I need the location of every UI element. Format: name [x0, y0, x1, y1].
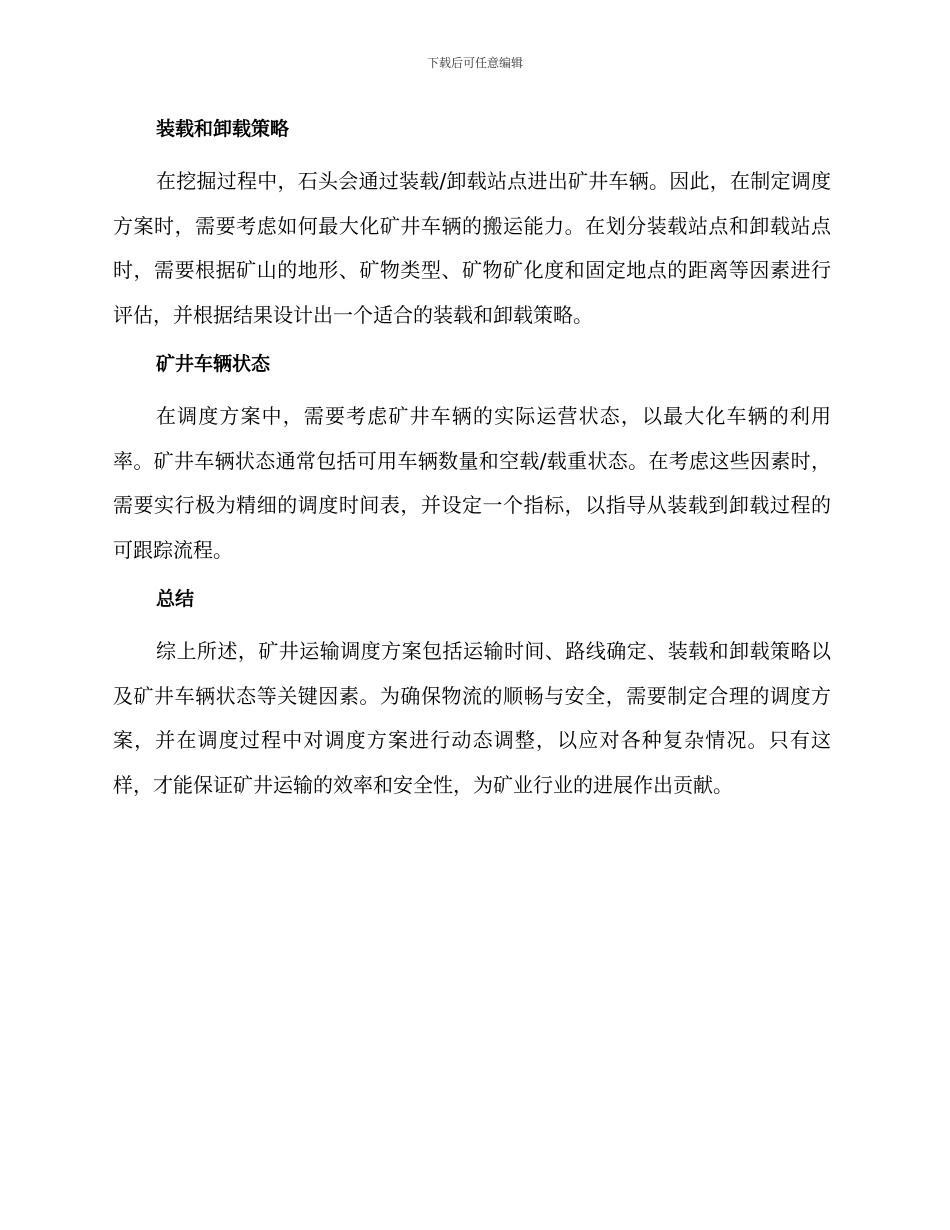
section-heading: 装载和卸载策略	[156, 118, 290, 140]
document-body	[113, 108, 831, 813]
section-heading: 矿井车辆状态	[156, 353, 271, 375]
section-heading: 总结	[156, 588, 195, 610]
section-paragraph: 综上所述，矿井运输调度方案包括运输时间、路线确定、装载和卸载策略以及矿井车辆状态等关键因素。为确保物流的顺畅与安全，需要制定合理的调度方案，并在调度过程中对调度方案进行动态调整，以应对各种复杂情况。只有这样，才能保证矿井运输的效率和安全性，为矿业行业的进展作出贡献。	[113, 639, 831, 797]
section-paragraph: 在挖掘过程中，石头会通过装载/卸载站点进出矿井车辆。因此，在制定调度方案时，需要考虑如何最大化矿井车辆的搬运能力。在划分装载站点和卸载站点时，需要根据矿山的地形、矿物类型、矿物矿化度和固定地点的距离等因素进行评估，并根据结果设计出一个适合的装载和卸载策略。	[113, 169, 831, 327]
section-loading-strategy	[113, 108, 831, 337]
section-summary	[113, 578, 831, 807]
header-note: 下载后可任意编辑	[426, 56, 523, 70]
section-vehicle-status	[113, 343, 831, 572]
section-paragraph: 在调度方案中，需要考虑矿井车辆的实际运营状态，以最大化车辆的利用率。矿井车辆状态通常包括可用车辆数量和空载/载重状态。在考虑这些因素时，需要实行极为精细的调度时间表，并设定一个指标，以指导从装载到卸载过程的可跟踪流程。	[113, 404, 831, 562]
